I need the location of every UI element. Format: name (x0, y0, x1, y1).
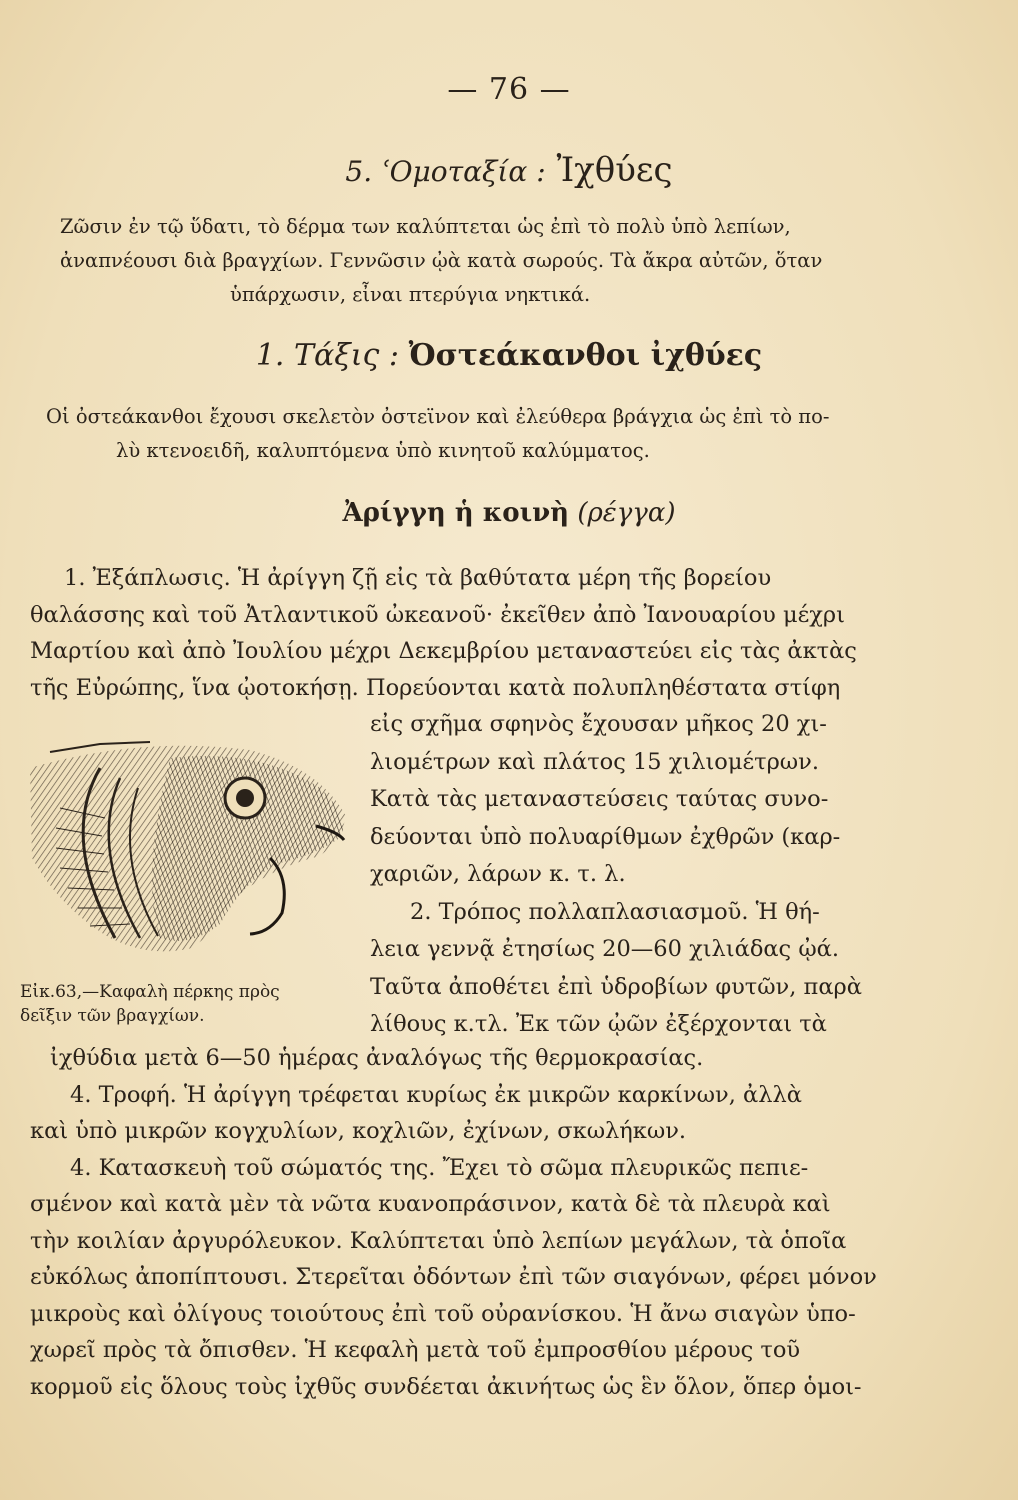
caption-line: δεῖξιν τῶν βραγχίων. (20, 1006, 205, 1026)
body-line: λεια γεννᾷ ἐτησίως 20—60 χιλιάδας ᾠά. (370, 936, 840, 962)
body-line: λίθους κ.τλ. Ἐκ τῶν ᾠῶν ἐξέρχονται τὰ (370, 1011, 827, 1037)
order-heading-label: 1. Τάξις : (255, 338, 400, 373)
order-description (46, 400, 926, 468)
body-line: τὴν κοιλίαν ἀργυρόλευκον. Καλύπτεται ὑπὸ λεπίων μεγάλων, τὰ ὁποῖα (30, 1227, 847, 1254)
order-heading (0, 338, 1018, 373)
class-heading-name: Ἰχθύες (556, 150, 673, 190)
order-text-line: λὺ κτενοειδῆ, καλυπτόμενα ὑπὸ κινητοῦ καλύμματος. (116, 439, 650, 462)
figure (20, 728, 350, 958)
body-line: λιομέτρων καὶ πλάτος 15 χιλιομέτρων. (370, 748, 819, 775)
body-line: μικροὺς καὶ ὀλίγους τοιούτους ἐπὶ τοῦ οὐρανίσκου. Ἡ ἄνω σιαγὼν ὑπο- (30, 1300, 856, 1327)
figure-caption (20, 980, 360, 1028)
body-line: κορμοῦ εἰς ὅλους τοὺς ἰχθῦς συνδέεται ἀκινήτως ὡς ἓν ὅλον, ὅπερ ὁμοι- (30, 1373, 862, 1400)
fish-head-engraving-icon (20, 728, 350, 958)
body-line: ἰχθύδια μετὰ 6—50 ἡμέρας ἀναλόγως τῆς θερμοκρασίας. (50, 1045, 704, 1071)
body-line: Ταῦτα ἀποθέτει ἐπὶ ὑδροβίων φυτῶν, παρὰ (370, 973, 862, 1000)
class-heading-label: 5. ʿΟμοταξία : (345, 155, 546, 188)
class-text-line: ἀναπνέουσι διὰ βραγχίων. Γεννῶσιν ᾠὰ κατὰ σωρούς. Τὰ ἄκρα αὐτῶν, ὅταν (60, 249, 823, 272)
body-line: 4. Τροφή. Ἡ ἀρίγγη τρέφεται κυρίως ἐκ μικρῶν καρκίνων, ἀλλὰ (70, 1081, 802, 1108)
body-line: 4. Κατασκευὴ τοῦ σώματός της. Ἔχει τὸ σῶμα πλευρικῶς πεπιε- (70, 1154, 809, 1181)
body-line: εἰς σχῆμα σφηνὸς ἔχουσαν μῆκος 20 χι- (370, 711, 827, 737)
order-text-line: Οἱ ὀστεάκανθοι ἔχουσι σκελετὸν ὀστεϊνον καὶ ἐλεύθερα βράγχια ὡς ἐπὶ τὸ πο- (46, 405, 830, 428)
class-text-line: Ζῶσιν ἐν τῷ ὕδατι, τὸ δέρμα των καλύπτεται ὡς ἐπὶ τὸ πολὺ ὑπὸ λεπίων, (60, 215, 791, 238)
body-line: χαριῶν, λάρων κ. τ. λ. (370, 861, 626, 887)
body-line: Μαρτίου καὶ ἀπὸ Ἰουλίου μέχρι Δεκεμβρίου μεταναστεύει εἰς τὰς ἀκτὰς (30, 638, 857, 664)
body-line: τῆς Εὐρώπης, ἵνα ᾠοτοκήσῃ. Πορεύονται κατὰ πολυπληθέστατα στίφη (30, 674, 841, 701)
text-block-right (370, 706, 880, 1044)
species-heading (0, 498, 1018, 528)
body-line: χωρεῖ πρὸς τὰ ὄπισθεν. Ἡ κεφαλὴ μετὰ τοῦ ἐμπροσθίου μέρους τοῦ (30, 1337, 801, 1363)
page-number: — 76 — (447, 72, 571, 107)
body-line: καὶ ὑπὸ μικρῶν κογχυλίων, κοχλιῶν, ἐχίνων, σκωλήκων. (30, 1118, 687, 1144)
caption-line: Εἰκ.63,—Καφαλὴ πέρκης πρὸς (20, 982, 280, 1002)
species-heading-common: (ρέγγα) (577, 498, 676, 528)
body-line: σμένον καὶ κατὰ μὲν τὰ νῶτα κυανοπράσινον, κατὰ δὲ τὰ πλευρὰ καὶ (30, 1191, 831, 1217)
body-line: Κατὰ τὰς μεταναστεύσεις ταύτας συνο- (370, 786, 829, 812)
body-line: θαλάσσης καὶ τοῦ Ἀτλαντικοῦ ὠκεανοῦ· ἐκεῖθεν ἀπὸ Ἰανουαρίου μέχρι (30, 601, 845, 628)
body-line: δεύονται ὑπὸ πολυαρίθμων ἐχθρῶν (καρ- (370, 823, 841, 850)
class-text-line: ὑπάρχωσιν, εἶναι πτερύγια νηκτικά. (230, 283, 591, 306)
class-heading (0, 150, 1018, 190)
body-line: 1. Ἐξάπλωσις. Ἡ ἀρίγγη ζῇ εἰς τὰ βαθύτατα μέρη τῆς βορείου (64, 565, 772, 591)
body-line: εὐκόλως ἀποπίπτουσι. Στερεῖται ὀδόντων ἐπὶ τῶν σιαγόνων, φέρει μόνον (30, 1264, 877, 1290)
species-heading-name: Ἀρίγγη ἡ κοινὴ (342, 498, 570, 528)
body-line: 2. Τρόπος πολλαπλασιασμοῦ. Ἡ θή- (410, 898, 820, 925)
class-description (60, 210, 940, 312)
order-heading-name: Ὀστεάκανθοι ἰχθύες (408, 338, 763, 373)
text-block-bottom (30, 1040, 890, 1405)
text-block-top (30, 560, 890, 706)
